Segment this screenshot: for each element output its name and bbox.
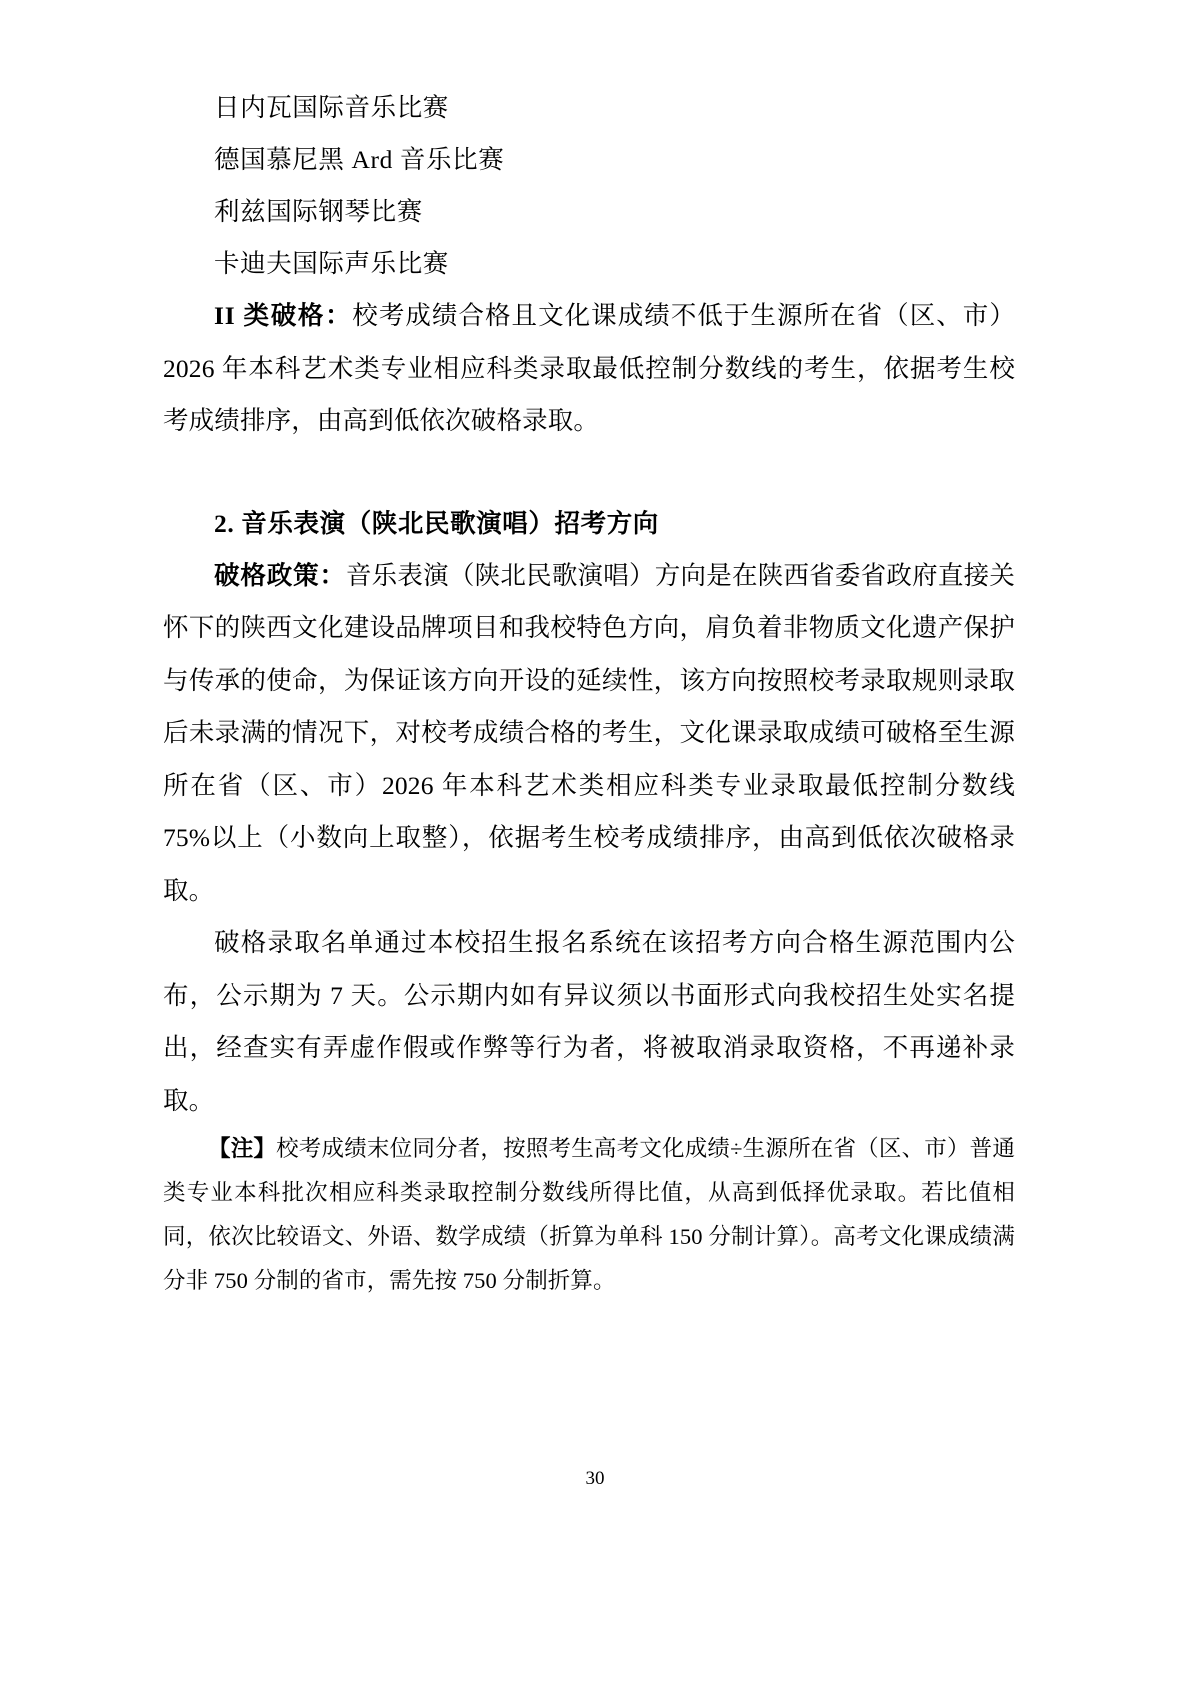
- policy-label: 破格政策：: [214, 560, 346, 590]
- class-two-exception-body: 校考成绩合格且文化课成绩不低于生源所在省（区、市）2026 年本科艺术类专业相应科类录取最低控制分数线的考生，依据考生校考成绩排序，由高到低依次破格录取。: [163, 301, 1015, 435]
- class-two-exception-paragraph: [163, 290, 1015, 448]
- note-body: 校考成绩末位同分者，按照考生高考文化成绩÷生源所在省（区、市）普通类专业本科批次相应科类录取控制分数线所得比值，从高到低择优录取。若比值相同，依次比较语文、外语、数学成绩（折算为单科 150 分制计算）。高考文化课成绩满分非 750 分制的省市，需先按 750 分制折算。: [163, 1136, 1015, 1293]
- list-item: 利兹国际钢琴比赛: [214, 197, 423, 226]
- policy-body: 音乐表演（陕北民歌演唱）方向是在陕西省委省政府直接关怀下的陕西文化建设品牌项目和我校特色方向，肩负着非物质文化遗产保护与传承的使命，为保证该方向开设的延续性，该方向按照校考录取规则录取后未录满的情况下，对校考成绩合格的考生，文化课录取成绩可破格至生源所在省（区、市）2026 年本科艺术类相应科类专业录取最低控制分数线 75%以上（小数向上取整），依据考生校考成绩排序，由高到低依次破格录取。: [163, 560, 1015, 905]
- page-number: 30: [585, 1468, 605, 1489]
- publicity-paragraph: 破格录取名单通过本校招生报名系统在该招考方向合格生源范围内公布，公示期为 7 天。公示期内如有异议须以书面形式向我校招生处实名提出，经查实有弄虚作假或作弊等行为者，将被取消录取资格，不再递补录取。: [163, 928, 1015, 1115]
- section-heading-2: 2. 音乐表演（陕北民歌演唱）招考方向: [214, 508, 659, 538]
- list-item: 日内瓦国际音乐比赛: [214, 93, 449, 122]
- page-content: [163, 82, 1015, 1303]
- section-spacer: [163, 448, 1015, 498]
- class-two-exception-label: II 类破格：: [214, 301, 353, 330]
- list-item: 德国慕尼黑 Ard 音乐比赛: [214, 145, 505, 174]
- policy-paragraph: [163, 550, 1015, 918]
- note-marker: 【注】: [208, 1136, 277, 1161]
- list-item: 卡迪夫国际声乐比赛: [214, 249, 449, 278]
- note-paragraph: [163, 1127, 1015, 1303]
